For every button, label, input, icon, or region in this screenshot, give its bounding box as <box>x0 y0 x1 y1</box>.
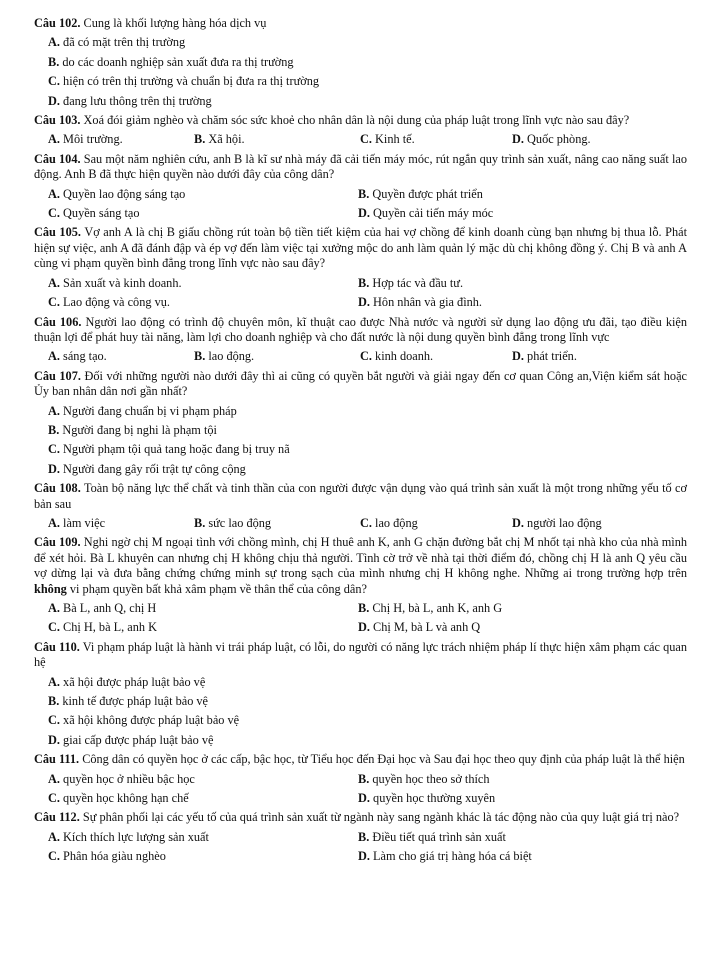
option-b <box>194 516 360 531</box>
option-text: Điều tiết quá trình sản xuất <box>372 829 506 844</box>
question-text: Vợ anh A là chị B giấu chồng rút toàn bộ tiền tiết kiệm của hai vợ chồng để kinh doanh cùng bạn nhưng bị thua lỗ. Phát hiện sự việc, anh A đã đánh đập và ép vợ đến làm việc tại xưởng mộc do anh làm quản lý mặc dù chị không đồng ý. Chị B và anh A cùng vi phạm quyền bình đẳng trong lĩnh vực nào sau đây? <box>34 225 687 271</box>
question-number: Câu 108. <box>34 481 81 496</box>
option-d <box>512 349 687 364</box>
question-stem <box>34 369 687 400</box>
option-text: Kinh tế. <box>375 132 415 147</box>
option-c <box>48 206 358 221</box>
option-text: Người đang chuẩn bị vi phạm pháp <box>63 403 237 418</box>
option-text: sáng tạo. <box>63 349 107 364</box>
option-letter: D. <box>358 295 370 310</box>
question-text: Công dân có quyền học ở các cấp, bậc học, từ Tiểu học đến Đại học và Sau đại học theo quy định của pháp luật là thể hiện <box>82 752 685 767</box>
option-text: đã có mặt trên thị trường <box>63 35 186 50</box>
option-letter: B. <box>194 515 206 530</box>
option-letter: C. <box>48 74 60 89</box>
option-text: lao động <box>375 515 418 530</box>
question-number: Câu 102. <box>34 16 81 30</box>
option-letter: D. <box>48 93 60 108</box>
question-number: Câu 109. <box>34 535 81 550</box>
option-letter: C. <box>48 206 60 221</box>
option-a <box>48 349 194 364</box>
option-a <box>34 404 687 419</box>
option-a <box>48 132 194 147</box>
option-letter: B. <box>358 601 370 615</box>
option-b <box>194 132 360 147</box>
question-text: Nghi ngờ chị M ngoại tình với chồng mình, chị H thuê anh K, anh G chặn đường bắt chị M nhốt tại nhà kho của nhà mình để xét hỏi. Bà L khuyên can nhưng chị H không chịu thả người. Tình cờ trở về nhà tại thời điểm đó, chồng chị H là anh Q yêu cầu vợ dừng lại và đưa bằng chứng chứng minh sự trong sạch của mình nhưng chị H không nghe. Những ai trong trường hợp trên <box>34 535 688 581</box>
option-a <box>48 516 194 531</box>
option-letter: B. <box>48 54 60 69</box>
option-b <box>358 772 687 787</box>
option-d <box>34 462 687 477</box>
option-letter: B. <box>194 132 206 147</box>
emphasis-word: không <box>34 581 67 596</box>
option-text: Bà L, anh Q, chị H <box>63 601 157 615</box>
option-letter: A. <box>48 132 60 147</box>
option-letter: A. <box>48 829 60 844</box>
option-d <box>358 206 687 221</box>
option-text: xã hội được pháp luật bảo vệ <box>63 674 206 689</box>
option-b <box>34 423 687 438</box>
option-letter: D. <box>358 620 370 635</box>
option-d <box>358 849 687 864</box>
option-letter: B. <box>358 771 370 786</box>
question-106 <box>34 315 687 365</box>
option-text: Lao động và công vụ. <box>63 295 170 310</box>
option-letter: C. <box>360 132 372 147</box>
option-letter: C. <box>48 620 60 635</box>
question-111 <box>34 752 687 806</box>
option-letter: D. <box>512 515 524 530</box>
option-text: quyền học không hạn chế <box>63 791 189 806</box>
question-stem <box>34 640 687 671</box>
option-letter: C. <box>360 515 372 530</box>
options-grid <box>34 276 687 311</box>
option-letter: D. <box>48 732 60 747</box>
option-c <box>48 620 358 635</box>
option-d <box>358 295 687 310</box>
question-107 <box>34 369 687 477</box>
option-text: Người đang bị nghi là phạm tội <box>62 422 217 437</box>
question-103 <box>34 113 687 148</box>
question-112 <box>34 810 687 864</box>
option-a <box>48 276 358 291</box>
option-text: Quyền cải tiến máy móc <box>373 206 494 221</box>
option-letter: A. <box>48 403 60 418</box>
question-text: Toàn bộ năng lực thể chất và tinh thần của con người được vận dụng vào quá trình sản xuất là một trong những yếu tố cơ bản sau <box>34 481 688 511</box>
question-text: Vi phạm pháp luật là hành vi trái pháp luật, có lỗi, do người có năng lực trách nhiệm pháp lí thực hiện xâm phạm các quan hệ <box>34 639 687 670</box>
question-text: Cung là khối lượng hàng hóa dịch vụ <box>83 16 267 30</box>
option-letter: C. <box>48 791 60 806</box>
question-104 <box>34 152 687 222</box>
question-108 <box>34 481 687 531</box>
question-number: Câu 112. <box>34 810 80 825</box>
option-text: quyền học thường xuyên <box>373 791 496 806</box>
option-text: người lao động <box>527 515 602 530</box>
option-c <box>360 516 512 531</box>
option-text: lao động. <box>208 349 255 364</box>
option-text: Xã hội. <box>208 132 245 147</box>
question-stem <box>34 810 687 825</box>
question-number: Câu 111. <box>34 752 80 767</box>
option-letter: C. <box>360 349 372 364</box>
question-number: Câu 104. <box>34 151 81 166</box>
option-d <box>512 516 687 531</box>
option-text: kinh doanh. <box>375 349 434 364</box>
option-text: quyền học ở nhiều bậc học <box>63 771 195 786</box>
option-text: hiện có trên thị trường và chuẩn bị đưa ra thị trường <box>63 74 320 89</box>
option-letter: D. <box>358 206 370 221</box>
option-b <box>358 830 687 845</box>
option-letter: D. <box>358 849 370 864</box>
options-row <box>34 132 687 147</box>
option-text: làm việc <box>63 515 106 530</box>
option-b <box>358 187 687 202</box>
question-105 <box>34 225 687 310</box>
option-letter: D. <box>358 791 370 806</box>
option-text: Hợp tác và đầu tư. <box>372 275 464 290</box>
option-a <box>48 830 358 845</box>
option-text: Quyền được phát triển <box>372 186 483 201</box>
option-text: Môi trường. <box>63 132 123 147</box>
option-d <box>34 94 687 109</box>
option-d <box>358 791 687 806</box>
question-102 <box>34 16 687 109</box>
question-number: Câu 110. <box>34 639 80 654</box>
option-a <box>48 772 358 787</box>
option-text: sức lao động <box>208 515 272 530</box>
options-row <box>34 516 687 531</box>
question-stem <box>34 225 687 271</box>
option-b <box>358 276 687 291</box>
question-number: Câu 106. <box>34 314 82 329</box>
option-letter: A. <box>48 275 60 290</box>
option-letter: C. <box>48 295 60 310</box>
option-letter: B. <box>358 275 370 290</box>
option-letter: C. <box>48 713 60 728</box>
question-stem <box>34 113 687 128</box>
option-letter: A. <box>48 601 60 615</box>
option-text: xã hội không được pháp luật bảo vệ <box>63 713 240 728</box>
question-109 <box>34 535 687 635</box>
option-c <box>48 295 358 310</box>
question-text: Sự phân phối lại các yếu tố của quá trình sản xuất từ ngành này sang ngành khác là tác động nào của quy luật giá trị nào? <box>82 810 680 825</box>
option-letter: C. <box>48 849 60 864</box>
option-a <box>48 187 358 202</box>
question-stem <box>34 315 687 346</box>
option-c <box>48 849 358 864</box>
options-row <box>34 349 687 364</box>
option-letter: B. <box>48 694 60 709</box>
option-d <box>512 132 687 147</box>
option-letter: A. <box>48 515 60 530</box>
option-text: Người đang gây rối trật tự công cộng <box>63 461 246 476</box>
options-grid <box>34 830 687 865</box>
question-110 <box>34 640 687 748</box>
question-stem <box>34 752 687 767</box>
option-text: Người phạm tội quả tang hoặc đang bị truy nã <box>63 442 290 457</box>
option-a <box>48 601 358 616</box>
option-letter: B. <box>194 349 206 364</box>
option-text: phát triển. <box>527 349 577 364</box>
option-text: đang lưu thông trên thị trường <box>63 93 212 108</box>
option-d <box>34 733 687 748</box>
option-text: Chị H, bà L, anh K <box>63 620 157 635</box>
option-text: quyền học theo sở thích <box>372 771 490 786</box>
option-letter: D. <box>512 349 524 364</box>
option-text: do các doanh nghiệp sản xuất đưa ra thị trường <box>62 54 294 69</box>
option-letter: A. <box>48 35 60 50</box>
option-b <box>358 601 687 616</box>
question-number: Câu 105. <box>34 225 81 240</box>
option-c <box>34 442 687 457</box>
question-number: Câu 107. <box>34 368 81 383</box>
option-letter: D. <box>512 132 524 147</box>
option-text: Chị M, bà L và anh Q <box>373 620 481 635</box>
option-c <box>360 132 512 147</box>
question-stem <box>34 152 687 183</box>
options-grid <box>34 187 687 222</box>
question-text-cont: vi phạm quyền bất khả xâm phạm về thân thể của công dân? <box>66 581 367 596</box>
option-b <box>194 349 360 364</box>
question-number: Câu 103. <box>34 113 81 128</box>
option-d <box>358 620 687 635</box>
option-a <box>34 35 687 50</box>
option-c <box>34 713 687 728</box>
option-text: Phân hóa giàu nghèo <box>63 849 166 864</box>
option-text: Quyền sáng tạo <box>63 206 140 221</box>
option-letter: A. <box>48 674 60 689</box>
option-letter: B. <box>358 829 370 844</box>
option-text: Sản xuất và kinh doanh. <box>63 275 182 290</box>
option-letter: B. <box>48 422 60 437</box>
question-text: Xoá đói giảm nghèo và chăm sóc sức khoẻ cho nhân dân là nội dung của pháp luật trong lĩnh vực nào sau đây? <box>83 113 630 128</box>
question-stem <box>34 481 687 512</box>
option-c <box>360 349 512 364</box>
question-stem <box>34 16 687 31</box>
option-letter: A. <box>48 186 60 201</box>
option-b <box>34 694 687 709</box>
option-text: kinh tế được pháp luật bảo vệ <box>62 694 209 709</box>
option-c <box>34 74 687 89</box>
question-stem <box>34 535 687 597</box>
options-grid <box>34 601 687 636</box>
option-b <box>34 55 687 70</box>
options-grid <box>34 772 687 807</box>
option-text: Hôn nhân và gia đình. <box>373 295 482 310</box>
option-text: Quyền lao động sáng tạo <box>63 186 186 201</box>
option-c <box>48 791 358 806</box>
option-letter: B. <box>358 186 370 201</box>
option-text: Làm cho giá trị hàng hóa cá biệt <box>373 849 532 864</box>
option-text: Chị H, bà L, anh K, anh G <box>372 601 503 615</box>
option-text: giai cấp được pháp luật bảo vệ <box>63 732 214 747</box>
question-text: Đối với những người nào dưới đây thì ai cũng có quyền bắt người và giải ngay đến cơ quan Công an,Viện kiểm sát hoặc Ủy ban nhân dân nơi gần nhất? <box>34 368 687 399</box>
question-text: Sau một năm nghiên cứu, anh B là kĩ sư nhà máy đã cải tiến máy móc, rút ngắn quy trình sản xuất, nâng cao năng suất lao động. Anh B đã thực hiện quyền nào dưới đây của công dân? <box>34 151 687 182</box>
option-letter: C. <box>48 442 60 457</box>
option-letter: A. <box>48 349 60 364</box>
option-a <box>34 675 687 690</box>
option-text: Kích thích lực lượng sản xuất <box>63 829 209 844</box>
question-text: Người lao động có trình độ chuyên môn, kĩ thuật cao được Nhà nước và người sử dụng lao động ưu đãi, tạo điều kiện thuận lợi để phát huy tài năng, làm lợi cho doanh nghiệp và cho đất nước là nội dung quyền bình đẳng trong lĩnh vực <box>34 314 687 344</box>
option-letter: D. <box>48 461 60 476</box>
option-text: Quốc phòng. <box>527 132 591 147</box>
option-letter: A. <box>48 771 60 786</box>
